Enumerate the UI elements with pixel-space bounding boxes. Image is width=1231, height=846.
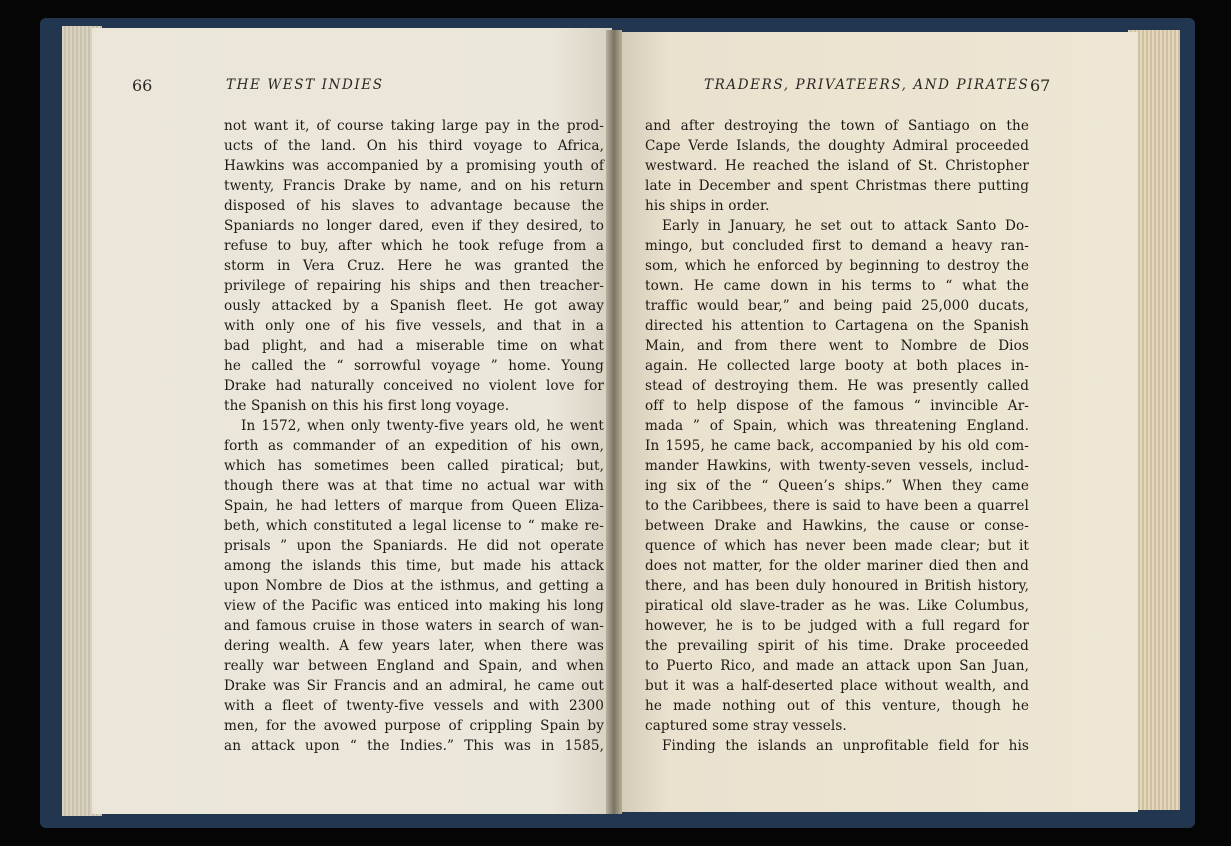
text-line: storm in Vera Cruz. Here he was granted the: [224, 258, 604, 274]
text-line: town. He came down in his terms to “ what the: [645, 278, 1029, 294]
text-line: ucts of the land. On his third voyage to Africa,: [224, 138, 604, 154]
text-line: prisals ” upon the Spaniards. He did not operate: [224, 538, 604, 554]
text-line: view of the Pacific was enticed into making his long: [224, 598, 604, 614]
text-line: to Puerto Rico, and made an attack upon San Juan,: [645, 658, 1029, 674]
text-line: the prevailing spirit of his time. Drake proceeded: [645, 638, 1029, 654]
text-line: quence of which has never been made clear; but it: [645, 538, 1029, 554]
text-line: which has sometimes been called piratical; but,: [224, 458, 604, 474]
text-line: but it was a half-deserted place without wealth, and: [645, 678, 1029, 694]
text-line: does not matter, for the older mariner died then and: [645, 558, 1029, 574]
right-page-body: [645, 116, 1029, 756]
left-page-body: [224, 116, 604, 756]
text-line: Spain, he had letters of marque from Queen Eliza-: [224, 498, 604, 514]
text-line: and after destroying the town of Santiago on the: [645, 118, 1029, 134]
text-line: disposed of his slaves to advantage because the: [224, 198, 604, 214]
text-line: he called the “ sorrowful voyage ” home. Young: [224, 358, 604, 374]
text-line: traffic would bear,” and being paid 25,000 ducats,: [645, 298, 1029, 314]
text-line: mingo, but concluded first to demand a heavy ran-: [645, 238, 1029, 254]
text-line: Spaniards no longer dared, even if they desired, to: [224, 218, 604, 234]
text-line: stead of destroying them. He was presently called: [645, 378, 1029, 394]
right-running-head: TRADERS, PRIVATEERS, AND PIRATES: [704, 77, 1030, 93]
text-line: though there was at that time no actual war with: [224, 478, 604, 494]
right-running-header: [700, 76, 1110, 98]
text-line: again. He collected large booty at both places in-: [645, 358, 1029, 374]
text-line: In 1572, when only twenty-five years old, he went: [241, 418, 604, 434]
text-line: forth as commander of an expedition of his own,: [224, 438, 604, 454]
text-line: piratical old slave-trader as he was. Like Columbus,: [645, 598, 1029, 614]
text-line: between Drake and Hawkins, the cause or conse-: [645, 518, 1029, 534]
left-running-header: [132, 76, 542, 98]
right-page-number: 67: [1030, 76, 1051, 95]
text-line: men, for the avowed purpose of crippling Spain by: [224, 718, 604, 734]
text-line: dering wealth. A few years later, when there was: [224, 638, 604, 654]
text-line: mander Hawkins, with twenty-seven vessels, includ-: [645, 458, 1029, 474]
text-line: late in December and spent Christmas there putting: [645, 178, 1029, 194]
text-line: among the islands this time, but made his attack: [224, 558, 604, 574]
text-line: his ships in order.: [645, 198, 770, 214]
text-line: really war between England and Spain, and when: [224, 658, 604, 674]
text-line: and famous cruise in those waters in search of wan-: [224, 618, 604, 634]
text-line: Drake had naturally conceived no violent love for: [224, 378, 604, 394]
text-line: mada ” of Spain, which was threatening England.: [645, 418, 1029, 434]
text-line: ously attacked by a Spanish fleet. He got away: [224, 298, 604, 314]
text-line: directed his attention to Cartagena on the Spanish: [645, 318, 1029, 334]
text-line: Cape Verde Islands, the doughty Admiral proceeded: [645, 138, 1029, 154]
text-line: ing six of the “ Queen’s ships.” When they came: [645, 478, 1029, 494]
text-line: to the Caribbees, there is said to have been a quarrel: [645, 498, 1029, 514]
text-line: Drake was Sir Francis and an admiral, he came out: [224, 678, 604, 694]
text-line: bad plight, and had a miserable time on what: [224, 338, 604, 354]
text-line: Hawkins was accompanied by a promising youth of: [224, 158, 604, 174]
text-line: twenty, Francis Drake by name, and on his return: [224, 178, 604, 194]
text-line: an attack upon “ the Indies.” This was in 1585,: [224, 738, 604, 754]
book-gutter: [606, 30, 622, 814]
text-line: with only one of his five vessels, and that in a: [224, 318, 604, 334]
text-line: Main, and from there went to Nombre de Dios: [645, 338, 1029, 354]
text-line: som, which he enforced by beginning to destroy the: [645, 258, 1029, 274]
text-line: Early in January, he set out to attack Santo Do-: [662, 218, 1029, 234]
text-line: refuse to buy, after which he took refuge from a: [224, 238, 604, 254]
left-page-number: 66: [132, 76, 153, 95]
text-line: Finding the islands an unprofitable field for his: [662, 738, 1029, 754]
text-line: captured some stray vessels.: [645, 718, 847, 734]
text-line: the Spanish on this his first long voyage.: [224, 398, 510, 414]
left-running-head: THE WEST INDIES: [226, 77, 384, 93]
text-line: however, he is to be judged with a full regard for: [645, 618, 1029, 634]
text-line: westward. He reached the island of St. Christopher: [645, 158, 1029, 174]
text-line: with a fleet of twenty-five vessels and with 2300: [224, 698, 604, 714]
text-line: off to help dispose of the famous “ invincible Ar-: [645, 398, 1029, 414]
text-line: he made nothing out of this venture, though he: [645, 698, 1029, 714]
text-line: not want it, of course taking large pay in the prod-: [224, 118, 604, 134]
text-line: upon Nombre de Dios at the isthmus, and getting a: [224, 578, 604, 594]
text-line: privilege of repairing his ships and then treacher-: [224, 278, 604, 294]
text-line: In 1595, he came back, accompanied by his old com-: [645, 438, 1029, 454]
text-line: there, and has been duly honoured in British history,: [645, 578, 1029, 594]
text-line: beth, which constituted a legal license to “ make re-: [224, 518, 604, 534]
